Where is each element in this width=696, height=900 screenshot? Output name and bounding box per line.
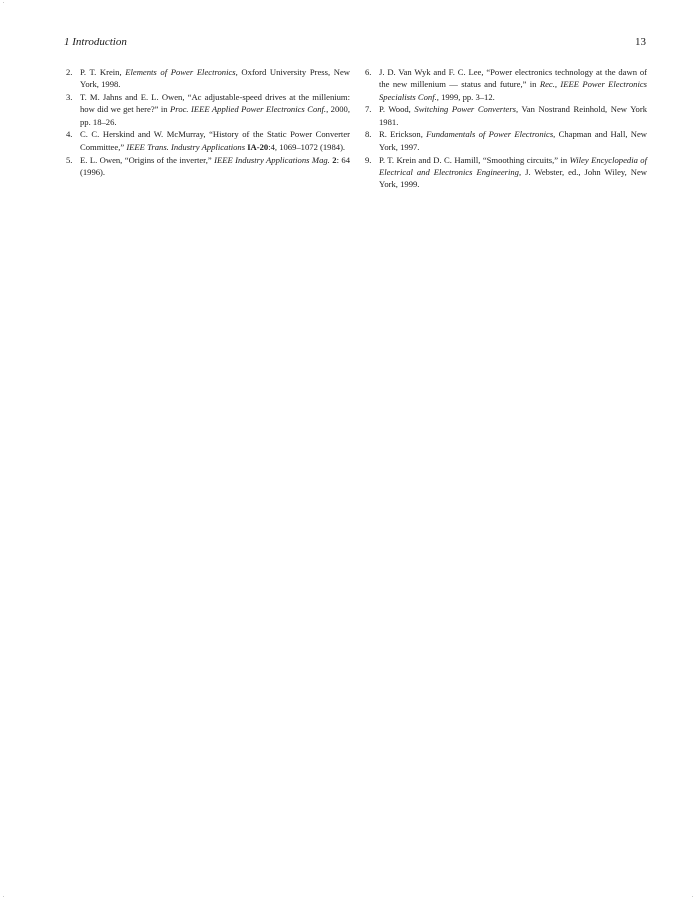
reference-number: 3.	[66, 92, 73, 103]
reference-item	[365, 154, 647, 191]
page-number: 13	[635, 36, 646, 48]
reference-item	[365, 128, 647, 153]
reference-italic-run: Fundamentals of Power Electronics	[426, 129, 554, 140]
reference-text-run: C. C. Herskind and W. McMurray, “History of the Static Power Converter Committee,”	[80, 129, 350, 152]
reference-item	[66, 154, 350, 179]
reference-item	[66, 66, 350, 91]
reference-text-run: T. M. Jahns and E. L. Owen, “Ac adjustable-speed drives at the millenium: how did we get here?” in	[80, 92, 350, 115]
reference-italic-run: Wiley Encyclopedia of Electrical and Electronics Engineering	[379, 154, 647, 177]
reference-text-run: , Oxford University Press, New York, 1998.	[80, 67, 350, 90]
reference-text	[379, 155, 647, 190]
reference-text-run: : 64 (1996).	[80, 154, 350, 177]
reference-text	[379, 129, 647, 151]
reference-item	[365, 66, 647, 103]
reference-column-left	[66, 66, 350, 179]
reference-item	[365, 103, 647, 128]
reference-text-run: J. D. Van Wyk and F. C. Lee, “Power electronics technology at the dawn of the new millenium — status and future,” in	[379, 67, 647, 90]
reference-text-run: P. Wood,	[379, 104, 415, 115]
crop-mark	[3, 2, 4, 3]
reference-italic-run: IEEE Industry Applications Mag.	[214, 154, 330, 165]
reference-text	[80, 67, 350, 89]
reference-italic-run: IEEE Trans. Industry Applications	[126, 141, 246, 152]
reference-number: 7.	[365, 104, 372, 115]
reference-text-run: , 1999, pp. 3–12.	[436, 91, 495, 102]
reference-text-run: P. T. Krein,	[80, 67, 126, 77]
reference-text	[80, 155, 350, 177]
reference-italic-run: Switching Power Converters	[414, 104, 517, 115]
reference-number: 5.	[66, 154, 73, 165]
reference-text	[80, 129, 350, 151]
reference-text-run: P. T. Krein and D. C. Hamill, “Smoothing circuits,” in	[379, 154, 570, 165]
running-head	[64, 36, 646, 54]
reference-bold-run: IA-20	[247, 141, 269, 152]
reference-italic-run: Proc. IEEE Applied Power Electronics Conf.	[170, 104, 327, 115]
reference-number: 2.	[66, 67, 73, 77]
crop-mark	[692, 896, 693, 897]
reference-bold-run: 2	[332, 154, 337, 165]
reference-text-run: , 2000, pp. 18–26.	[80, 104, 351, 127]
reference-item	[66, 91, 350, 128]
reference-text-run: , Van Nostrand Reinhold, New York 1981.	[379, 104, 647, 127]
reference-column-right	[365, 66, 647, 191]
reference-text	[80, 92, 350, 127]
reference-number: 8.	[365, 129, 372, 140]
chapter-title: 1 Introduction	[64, 36, 127, 48]
reference-number: 9.	[365, 154, 372, 165]
reference-italic-run: Rec., IEEE Power Electronics Specialists Conf.	[379, 79, 647, 102]
reference-text	[379, 67, 647, 102]
reference-italic-run: Elements of Power Electronics	[125, 67, 236, 77]
reference-text-run: , Chapman and Hall, New York, 1997.	[379, 129, 648, 152]
reference-item	[66, 128, 350, 153]
reference-number: 4.	[66, 129, 73, 140]
reference-text-run: R. Erickson,	[379, 129, 427, 140]
reference-text-run: , J. Webster, ed., John Wiley, New York, 1999.	[379, 166, 647, 190]
reference-text	[379, 104, 647, 126]
reference-text-run: E. L. Owen, “Origins of the inverter,”	[80, 154, 215, 165]
reference-text-run: :4, 1069–1072 (1984).	[268, 141, 346, 152]
reference-number: 6.	[365, 67, 372, 77]
crop-mark	[3, 896, 4, 897]
